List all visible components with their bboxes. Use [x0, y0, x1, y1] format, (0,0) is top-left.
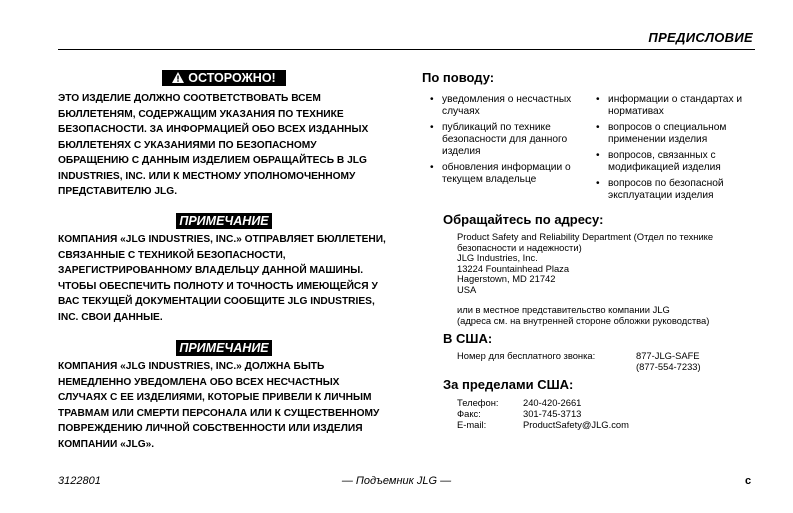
- list-item: • публикаций по технике безопасности для данного изделия: [430, 122, 580, 158]
- phone-value: 240-420-2661: [523, 397, 582, 408]
- warning-label: [162, 70, 286, 86]
- local-office-block: [457, 305, 767, 326]
- address-line: Product Safety and Reliability Department (Отдел по технике: [457, 231, 714, 242]
- address-line: JLG Industries, Inc.: [457, 252, 538, 263]
- email-label: E-mail:: [457, 419, 487, 430]
- tollfree-number-digits: (877-554-7233): [636, 360, 701, 372]
- email-value: ProductSafety@JLG.com: [523, 419, 629, 430]
- bullets-col2: [596, 94, 756, 206]
- list-item: • обновления информации о текущем владельце: [430, 162, 580, 186]
- note1-label: ПРИМЕЧАНИЕ: [176, 213, 272, 229]
- outside-usa-heading: За пределами США:: [443, 377, 574, 392]
- bullets-col1: [430, 94, 580, 190]
- note1-text: КОМПАНИЯ «JLG INDUSTRIES, INC.» ОТПРАВЛЯЕТ БЮЛЛЕТЕНИ, СВЯЗАННЫЕ С ТЕХНИКОЙ БЕЗОПАСНОСТИ, ЗАРЕГИСТРИРОВАННОМУ ВЛАДЕЛЬЦУ ДАННОЙ МАШИНЫ. ЧТОБЫ ОБЕСПЕЧИТЬ ПОЛНОТУ И ТОЧНОСТЬ ИМЕЮЩЕЙСЯ У ВАС ТЕКУЩЕЙ ДОКУМЕНТАЦИИ СООБЩИТЕ JLG INDUSTRIES, INC. СВОИ ДАННЫЕ.: [58, 234, 386, 323]
- address-line: Hagerstown, MD 21742: [457, 273, 556, 284]
- list-item: • вопросов, связанных с модификацией изделия: [596, 150, 756, 174]
- footer-doc-number: 3122801: [58, 475, 101, 487]
- about-heading: По поводу:: [422, 70, 495, 85]
- address-line: 13224 Fountainhead Plaza: [457, 262, 570, 274]
- phone-label: Телефон:: [457, 397, 499, 408]
- address-line: безопасности и надежности): [457, 241, 582, 253]
- warning-block: [58, 70, 390, 200]
- local-line: или в местное представительство компании JLG: [457, 304, 670, 315]
- right-column: [422, 70, 762, 430]
- tollfree-number: 877-JLG-SAFE: [636, 350, 700, 361]
- contact-heading: Обращайтесь по адресу:: [443, 212, 604, 227]
- address-line: USA: [457, 283, 477, 295]
- list-item: • вопросов о специальном применении изделия: [596, 122, 756, 146]
- list-item: • уведомления о несчастных случаях: [430, 94, 580, 118]
- note1-block: [58, 213, 390, 325]
- usa-heading: В США:: [443, 331, 493, 346]
- address-block: [457, 232, 757, 295]
- warning-text: ЭТО ИЗДЕЛИЕ ДОЛЖНО СООТВЕТСТВОВАТЬ ВСЕМ БЮЛЛЕТЕНЯМ, СОДЕРЖАЩИМ УКАЗАНИЯ ПО ТЕХНИКЕ БЕЗОПАСНОСТИ. ЗА ИНФОРМАЦИЕЙ ОБО ВСЕХ ИЗДАННЫХ БЮЛЛЕТЕНЯХ С УКАЗАНИЯМИ ПО БЕЗОПАСНОМУ ОБРАЩЕНИЮ С ДАННЫМ ИЗДЕЛИЕМ ОБРАЩАЙТЕСЬ В JLG INDUSTRIES, INC. ИЛИ К МЕСТНОМУ УПОЛНОМОЧЕННОМУ ПРЕДСТАВИТЕЛЮ JLG.: [58, 93, 369, 197]
- footer-center: — Подъемник JLG —: [341, 475, 452, 487]
- tollfree-label: Номер для бесплатного звонка:: [457, 350, 596, 361]
- note2-block: [58, 340, 390, 452]
- list-item: • вопросов по безопасной эксплуатации изделия: [596, 178, 756, 202]
- tollfree-value: [636, 351, 701, 372]
- list-item: • информации о стандартах и нормативах: [596, 94, 756, 118]
- page-title: ПРЕДИСЛОВИЕ: [648, 30, 753, 45]
- footer-page-number: c: [745, 475, 752, 487]
- page-header: [58, 27, 755, 50]
- note2-label: ПРИМЕЧАНИЕ: [176, 340, 272, 356]
- warning-triangle-icon: [172, 72, 184, 83]
- fax-value: 301-745-3713: [523, 408, 582, 419]
- warning-label-text: ОСТОРОЖНО!: [188, 71, 276, 85]
- note2-text: КОМПАНИЯ «JLG INDUSTRIES, INC.» ДОЛЖНА БЫТЬ НЕМЕДЛЕННО УВЕДОМЛЕНА ОБО ВСЕХ НЕСЧАСТНЫХ СЛУЧАЯХ С ЕЕ ИЗДЕЛИЯМИ, КОТОРЫЕ ПРИВЕЛИ К ЛИЧНЫМ ТРАВМАМ ИЛИ СМЕРТИ ПЕРСОНАЛА ИЛИ К СУЩЕСТВЕННОМУ ПОВРЕЖДЕНИЮ ЛИЧНОЙ СОБСТВЕННОСТИ ИЛИ ИЗДЕЛИЯ КОМПАНИИ «JLG».: [58, 361, 380, 450]
- fax-label: Факс:: [457, 408, 481, 419]
- local-line: (адреса см. на внутренней стороне обложки руководства): [457, 314, 710, 326]
